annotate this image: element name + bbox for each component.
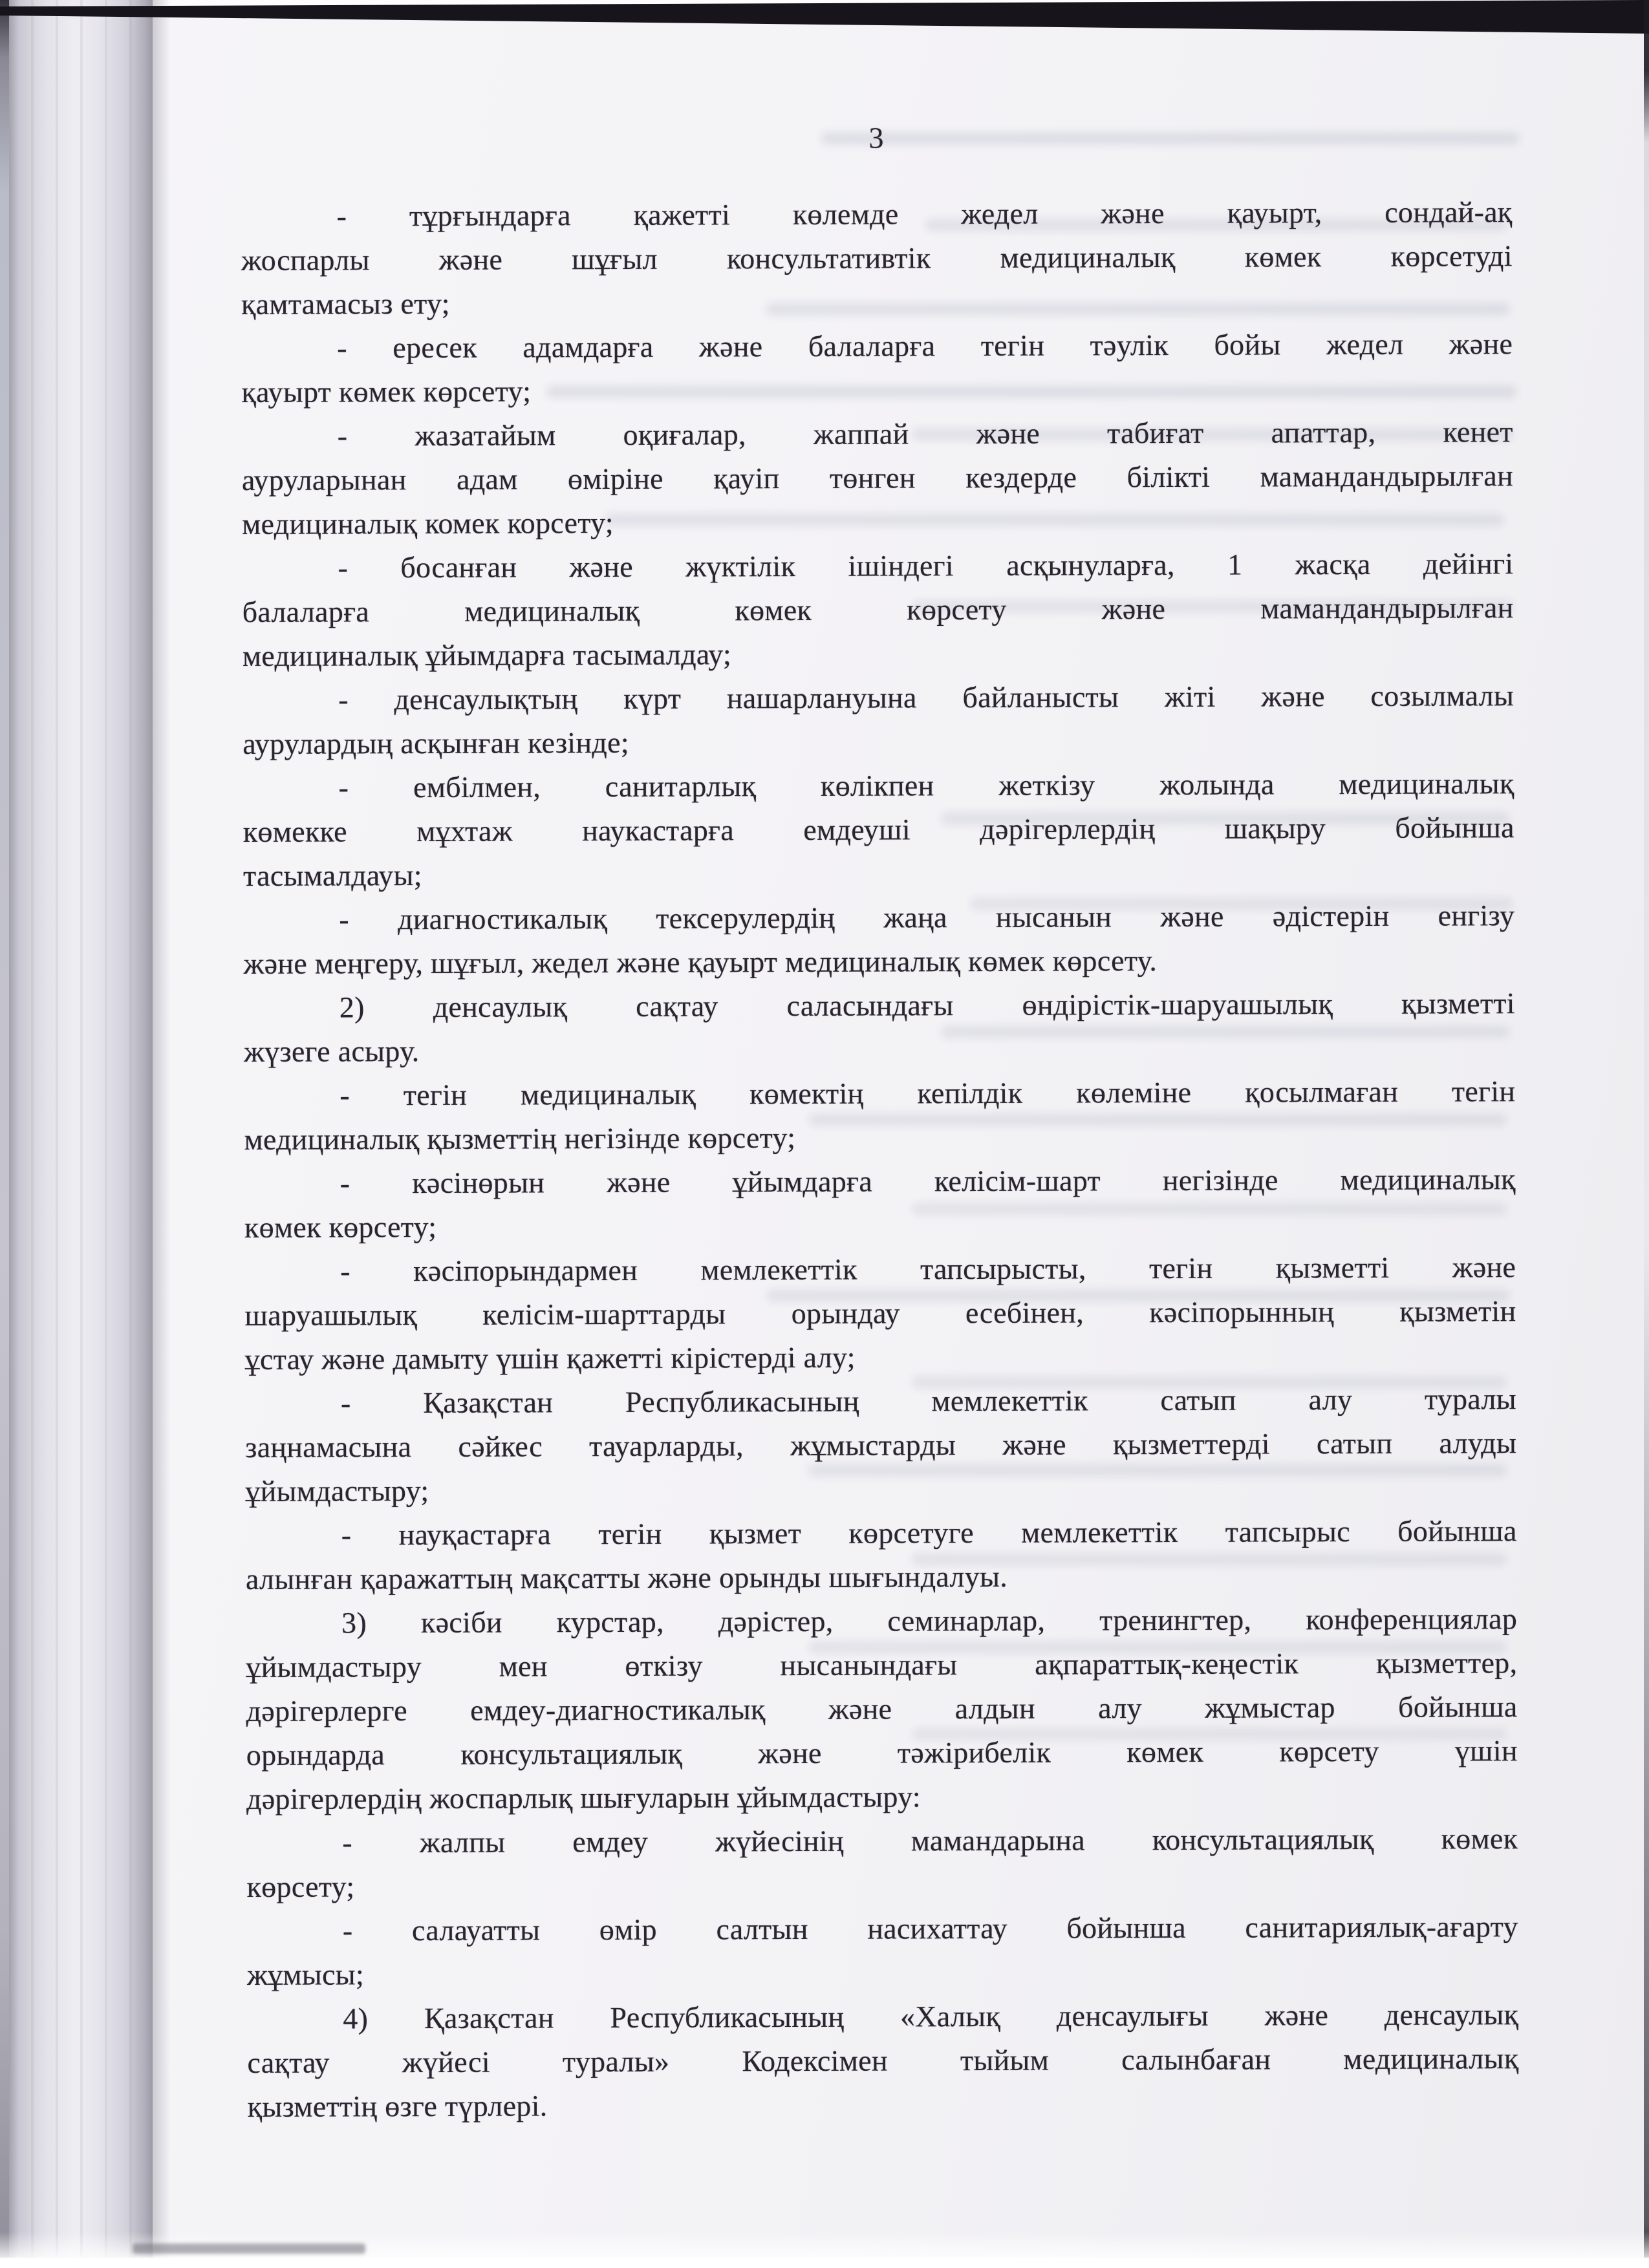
text-line: - жазатайым оқиғалар, жаппай және табиғат апаттар, кенет (337, 415, 1513, 453)
paragraph (246, 1509, 1517, 1601)
text-line: - ересек адамдарға және балаларға тегін тәулік бойы жедел және (337, 327, 1513, 365)
text-line: - денсаулықтың күрт нашарлануына байланысты жіті және созылмалы (338, 679, 1514, 716)
text-line: ұйымдастыру мен өткізу нысанындағы ақпараттық-кеңестік қызметтер, (246, 1646, 1518, 1684)
paragraph (245, 1377, 1517, 1514)
text-line: - науқастарға тегін қызмет көрсетуге мемлекеттік тапсырыс бойынша (341, 1514, 1517, 1552)
text-line: ауруларынан адам өміріне қауіп төнген кездерде білікті мамандандырылған (241, 459, 1514, 497)
text-line: жүзеге асыру. (243, 1034, 420, 1068)
text-line: медициналық ұйымдарға тасымалдау; (242, 637, 732, 672)
text-line: - жалпы емдеу жүйесінің мамандарына консультациялық көмек (342, 1822, 1518, 1859)
text-line: - Қазақстан Республикасының мемлекеттік сатып алу туралы (340, 1382, 1517, 1420)
body-text (241, 190, 1518, 2129)
page-number: 3 (868, 121, 884, 155)
scan-smudge (133, 2243, 365, 2254)
paragraph (247, 1993, 1519, 2129)
text-line: тасымалдауы; (243, 859, 422, 892)
text-line: қамтамасыз ету; (241, 286, 450, 321)
text-line: дәрігерлердің жоспарлық шығуларын ұйымдастыру: (246, 1780, 921, 1815)
paragraph (242, 762, 1514, 898)
text-line: және меңгеру, шұғыл, жедел және қауырт медициналық көмек көрсету. (243, 944, 1158, 980)
text-line: заңнамасына сәйкес тауарларды, жұмыстарды және қызметтерді сатып алуды (245, 1426, 1517, 1464)
text-line: қауырт көмек көрсету; (241, 374, 532, 409)
paragraph (244, 981, 1515, 1074)
text-line: - босанған және жүктілік ішіндегі асқынуларға, 1 жасқа дейінгі (338, 547, 1514, 584)
text-line: көмекке мұхтаж наукастарға емдеуші дәрігерлердің шақыру бойынша (242, 811, 1514, 848)
page-content (241, 114, 1519, 2129)
text-line: сақтау жүйесі туралы» Кодексімен тыйым салынбаған медициналық (247, 2042, 1519, 2079)
text-line: жоспарлы және шұғыл консультативтік медициналық көмек көрсетуді (241, 239, 1513, 277)
text-line: қызметтің өзге түрлері. (247, 2089, 548, 2123)
paragraph (242, 542, 1514, 678)
paragraph (243, 893, 1514, 986)
text-line: ұйымдастыру; (245, 1473, 429, 1508)
text-line: - диагностикалық тексерулердің жаңа нысанын және әдістерін енгізу (339, 899, 1515, 936)
paragraph (246, 1597, 1518, 1821)
text-line: көрсету; (246, 1870, 355, 1903)
text-line: 3) кәсіби курстар, дәрістер, семинарлар, тренингтер, конференциялар (341, 1602, 1518, 1640)
paragraph (246, 1817, 1518, 1909)
text-line: алынған қаражаттың мақсатты және орынды шығындалуы. (245, 1559, 1008, 1596)
text-line: медициналық қызметтің негізінде көрсету; (244, 1121, 796, 1156)
text-line: шаруашылық келісім-шарттарды орындау есебінен, кәсіпорынның қызметін (244, 1294, 1516, 1332)
text-line: жұмысы; (246, 1958, 365, 1991)
paragraph (244, 1069, 1515, 1162)
paragraph (241, 322, 1513, 414)
text-line: - салауатты өмір салтын насихаттау бойынша санитариялық-ағарту (342, 1910, 1518, 1947)
paragraph (241, 190, 1513, 326)
text-line: балаларға медициналық көмек көрсету және мамандандырылған (242, 591, 1514, 628)
text-line: 2) денсаулық сақтау саласындағы өндірістік-шаруашылық қызметті (339, 987, 1515, 1024)
text-line: дәрігерлерге емдеу-диагностикалық және алдын алу жұмыстар бойынша (246, 1690, 1518, 1728)
paragraph (242, 674, 1514, 766)
paragraph (244, 1157, 1516, 1250)
text-line: көмек көрсету; (244, 1210, 437, 1244)
text-line: 4) Қазақстан Республикасының «Халық денсаулығы және денсаулық (343, 1998, 1519, 2035)
text-line: медициналық комек корсету; (242, 506, 614, 540)
text-line: орындарда консультациялық және тәжірибелік көмек көрсету үшін (246, 1734, 1518, 1771)
text-line: аурулардың асқынған кезінде; (242, 725, 629, 760)
text-line: ұстау және дамыту үшін қажетті кірістерді алу; (244, 1340, 856, 1376)
text-line: - тегін медициналық көмектің кепілдік көлеміне қосылмаған тегін (339, 1075, 1516, 1112)
paragraph (242, 410, 1514, 546)
text-line: - тұрғындарға қажетті көлемде жедел және қауырт, сондай-ақ (336, 195, 1513, 233)
text-line: - кәсінөрын және ұйымдарға келісім-шарт негізінде медициналық (339, 1162, 1516, 1200)
paragraph (244, 1245, 1516, 1382)
text-line: - ембілмен, санитарлық көлікпен жеткізу жолында медициналық (338, 767, 1514, 804)
paragraph (247, 1905, 1518, 1997)
text-line: - кәсіпорындармен мемлекеттік тапсырысты, тегін қызметті және (340, 1250, 1516, 1288)
